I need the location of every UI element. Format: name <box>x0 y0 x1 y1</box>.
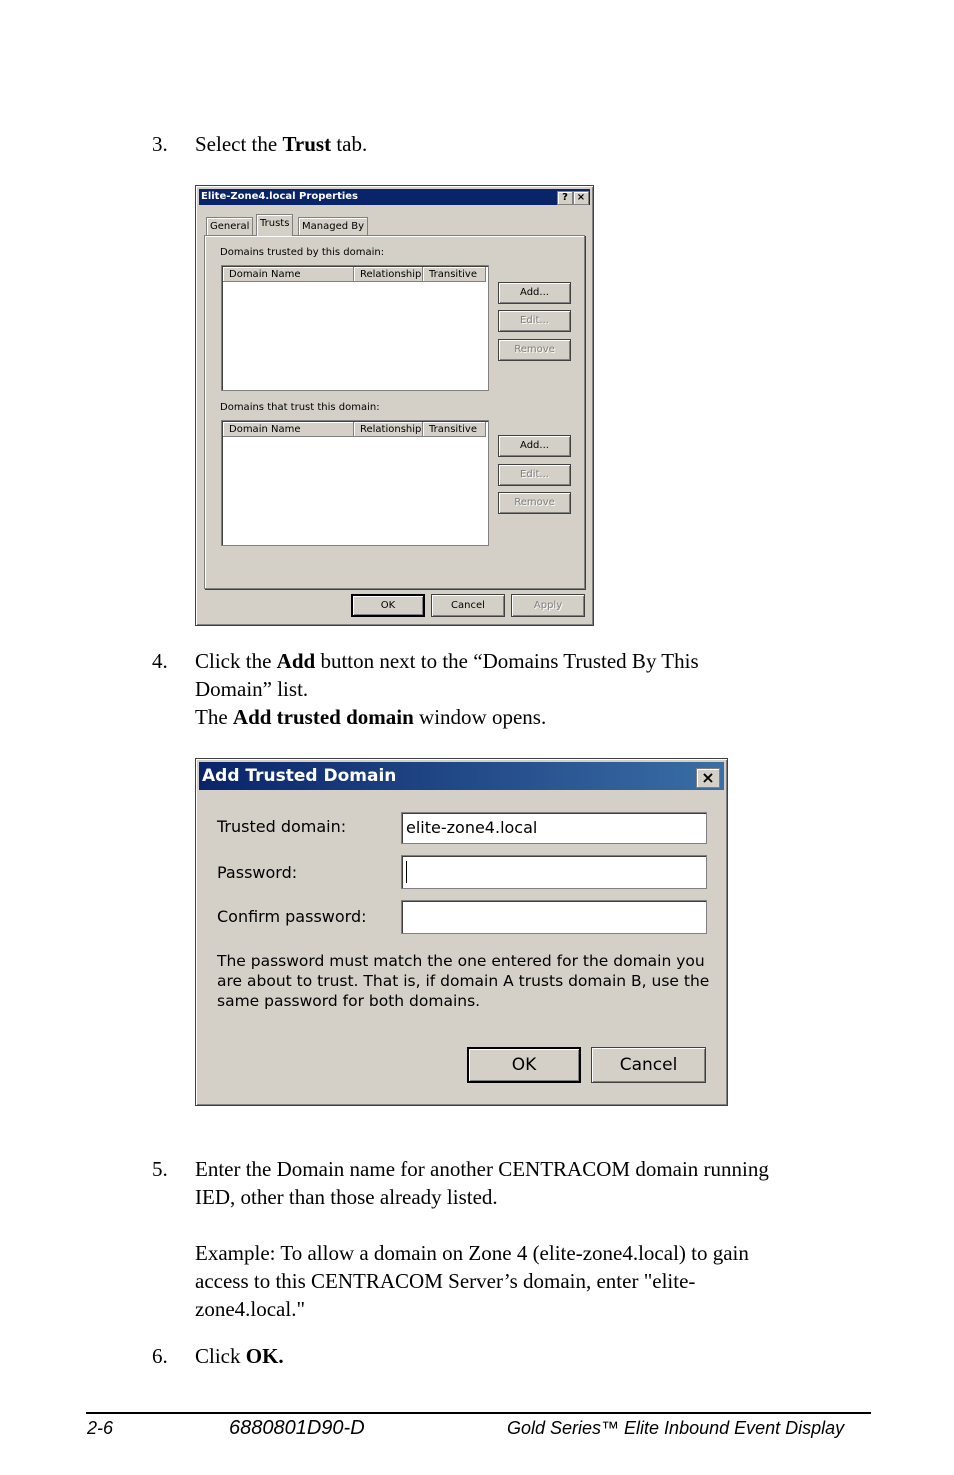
text-caret <box>406 861 407 883</box>
edit-button[interactable]: Edit... <box>498 464 571 486</box>
trust-this-label: Domains that trust this domain: <box>220 402 380 413</box>
column-domain-name[interactable]: Domain Name <box>223 267 354 282</box>
add-trusted-domain-dialog <box>195 758 728 1106</box>
tab-trusts[interactable]: Trusts <box>256 214 293 236</box>
tab-managed-by[interactable]: Managed By <box>298 217 368 235</box>
trust-this-list[interactable] <box>221 420 489 546</box>
confirm-password-field[interactable] <box>401 900 707 934</box>
remove-button[interactable]: Remove <box>498 339 571 361</box>
step-text: Select the Trust tab. <box>195 132 368 156</box>
close-icon[interactable]: × <box>573 191 589 205</box>
trusted-domain-field[interactable]: elite-zone4.local <box>401 812 707 844</box>
help-button[interactable]: ? <box>557 191 573 205</box>
ok-button[interactable]: OK <box>351 594 425 617</box>
remove-button[interactable]: Remove <box>498 492 571 514</box>
step-number: 4. <box>152 649 168 673</box>
cancel-button[interactable]: Cancel <box>591 1047 706 1083</box>
step-text: Click the Add button next to the “Domains Trusted By This Domain” list. The Add trusted domain window opens. <box>195 649 699 729</box>
step-text: Enter the Domain name for another CENTRACOM domain running IED, other than those already listed. Example: To allow a domain on Zone 4 (elite-zone4.local) to gain access to this CENTRACOM Server’s domain, enter "elite- zone4.local." <box>195 1157 769 1321</box>
column-relationship[interactable]: Relationship <box>354 267 423 282</box>
password-info-text: The password must match the one entered for the domain you are about to trust. That is, if domain A trusts domain B, use the same password for both domains. <box>217 952 710 1010</box>
document-id: 6880801D90-D <box>229 1417 365 1439</box>
trusted-domain-label: Trusted domain: <box>217 817 347 836</box>
column-transitive[interactable]: Transitive <box>423 267 486 282</box>
close-icon[interactable]: × <box>696 768 720 788</box>
password-label: Password: <box>217 863 298 882</box>
apply-button[interactable]: Apply <box>511 594 585 617</box>
column-domain-name[interactable]: Domain Name <box>223 422 354 437</box>
product-name: Gold Series™ Elite Inbound Event Display <box>507 1418 845 1438</box>
confirm-password-label: Confirm password: <box>217 907 367 926</box>
step-number: 3. <box>152 132 168 156</box>
dialog-title: Elite-Zone4.local Properties <box>201 191 359 202</box>
dialog-title: Add Trusted Domain <box>202 766 397 786</box>
ok-button[interactable]: OK <box>467 1047 581 1083</box>
cancel-button[interactable]: Cancel <box>431 594 505 617</box>
tab-general[interactable]: General <box>206 217 253 235</box>
column-transitive[interactable]: Transitive <box>423 422 486 437</box>
footer-rule <box>86 1412 871 1414</box>
trusted-by-label: Domains trusted by this domain: <box>220 247 385 258</box>
add-button[interactable]: Add... <box>498 435 571 457</box>
trusts-panel <box>204 235 585 589</box>
page-number: 2-6 <box>87 1418 114 1438</box>
edit-button[interactable]: Edit... <box>498 310 571 332</box>
step-number: 5. <box>152 1157 168 1181</box>
dialog-title-bar <box>199 762 724 790</box>
dialog-title-bar <box>199 189 590 205</box>
column-relationship[interactable]: Relationship <box>354 422 423 437</box>
add-button[interactable]: Add... <box>498 282 571 304</box>
step-text: Click OK. <box>195 1344 284 1368</box>
password-field[interactable] <box>401 855 707 889</box>
step-number: 6. <box>152 1344 168 1368</box>
properties-dialog <box>195 185 594 626</box>
trusted-by-list[interactable] <box>221 265 489 391</box>
